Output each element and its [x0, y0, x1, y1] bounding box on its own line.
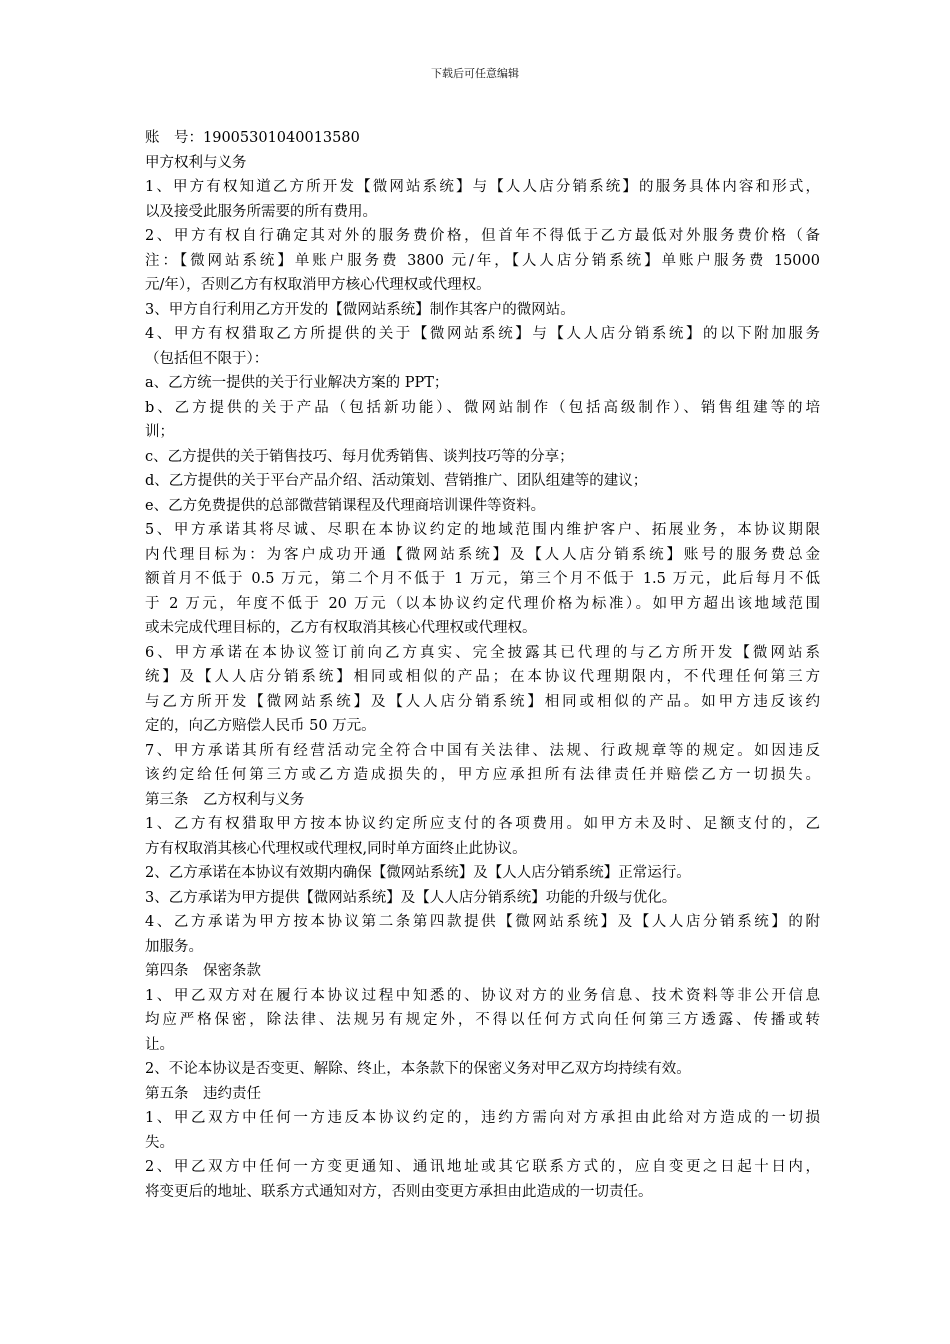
- text-line: 将变更后的地址、联系方式通知对方，否则由变更方承担由此造成的一切责任。: [145, 1183, 653, 1200]
- page-header: 下载后可任意编辑: [431, 67, 519, 80]
- text-line: 失。: [145, 1134, 174, 1151]
- text-line: 统】及【人人店分销系统】相同或相似的产品；在本协议代理期限内，不代理任何第三方: [145, 669, 820, 685]
- text-line: a、乙方统一提供的关于行业解决方案的 PPT；: [145, 375, 449, 391]
- text-line: 训；: [145, 424, 174, 440]
- text-line: 第五条 违约责任: [145, 1085, 261, 1102]
- text-line: 第四条 保密条款: [145, 963, 261, 979]
- text-line: 7、甲方承诺其所有经营活动完全符合中国有关法律、法规、行政规章等的规定。如因违反: [145, 742, 820, 759]
- text-line: 于 2 万元，年度不低于 20 万元（以本协议约定代理价格为标准）。如甲方超出该地域范围: [145, 595, 820, 612]
- text-line: 第三条 乙方权利与义务: [145, 791, 305, 808]
- text-line: 1、甲乙双方对在履行本协议过程中知悉的、协议对方的业务信息、技术资料等非公开信息: [145, 987, 820, 1004]
- text-line: 1、甲方有权知道乙方所开发【微网站系统】与【人人店分销系统】的服务具体内容和形式，: [145, 179, 820, 195]
- text-line: 该约定给任何第三方或乙方造成损失的，甲方应承担所有法律责任并赔偿乙方一切损失。: [145, 767, 820, 783]
- text-line: 6、甲方承诺在本协议签订前向乙方真实、完全披露其已代理的与乙方所开发【微网站系: [145, 644, 820, 661]
- text-line: 1、乙方有权猎取甲方按本协议约定所应支付的各项费用。如甲方未及时、足额支付的，乙: [145, 816, 820, 832]
- text-line: b、乙方提供的关于产品（包括新功能）、微网站制作（包括高级制作）、销售组建等的培: [145, 399, 820, 416]
- text-line: 3、甲方自行利用乙方开发的【微网站系统】制作其客户的微网站。: [145, 301, 575, 318]
- text-line: 3、乙方承诺为甲方提供【微网站系统】及【人人店分销系统】功能的升级与优化。: [145, 889, 677, 906]
- text-line: 方有权取消其核心代理权或代理权,同时单方面终止此协议。: [145, 840, 527, 857]
- text-line: 内代理目标为：为客户成功开通【微网站系统】及【人人店分销系统】账号的服务费总金: [145, 546, 820, 563]
- text-line: 元/年），否则乙方有权取消甲方核心代理权或代理权。: [145, 277, 491, 293]
- text-line: 加服务。: [145, 938, 203, 955]
- text-line: 4、乙方承诺为甲方按本协议第二条第四款提供【微网站系统】及【人人店分销系统】的附: [145, 914, 820, 930]
- text-line: 5、甲方承诺其将尽诚、尽职在本协议约定的地域范围内维护客户、拓展业务，本协议期限: [145, 522, 820, 538]
- text-line: 账 号：19005301040013580: [145, 130, 360, 146]
- text-line: 1、甲乙双方中任何一方违反本协议约定的，违约方需向对方承担由此给对方造成的一切损: [145, 1110, 820, 1126]
- text-line: 均应严格保密，除法律、法规另有规定外，不得以任何方式向任何第三方透露、传播或转: [145, 1012, 820, 1028]
- text-line: d、乙方提供的关于平台产品介绍、活动策划、营销推广、团队组建等的建议；: [145, 473, 648, 489]
- text-line: 2、乙方承诺在本协议有效期内确保【微网站系统】及【人人店分销系统】正常运行。: [145, 865, 691, 881]
- text-line: 甲方权利与义务: [145, 154, 247, 171]
- text-line: 让。: [145, 1036, 174, 1053]
- text-line: 或未完成代理目标的，乙方有权取消其核心代理权或代理权。: [145, 620, 537, 636]
- text-line: 2、不论本协议是否变更、解除、终止，本条款下的保密义务对甲乙双方均持续有效。: [145, 1061, 691, 1077]
- text-line: 与乙方所开发【微网站系统】及【人人店分销系统】相同或相似的产品。如甲方违反该约: [145, 693, 820, 710]
- text-line: e、乙方免费提供的总部微营销课程及代理商培训课件等资料。: [145, 497, 546, 514]
- text-line: 定的，向乙方赔偿人民币 50 万元。: [145, 718, 376, 734]
- document-body: [145, 126, 820, 1204]
- text-line: 2、甲方有权自行确定其对外的服务费价格，但首年不得低于乙方最低对外服务费价格（备: [145, 228, 820, 244]
- text-line: 以及接受此服务所需要的所有费用。: [145, 203, 377, 220]
- text-line: 4、甲方有权猎取乙方所提供的关于【微网站系统】与【人人店分销系统】的以下附加服务: [145, 326, 820, 342]
- text-line: c、乙方提供的关于销售技巧、每月优秀销售、谈判技巧等的分享；: [145, 448, 574, 465]
- text-line: （包括但不限于）：: [145, 350, 269, 367]
- text-line: 额首月不低于 0.5 万元，第二个月不低于 1 万元，第三个月不低于 1.5 万元，此后每月不低: [145, 571, 820, 587]
- text-line: 注：【微网站系统】单账户服务费 3800 元/年，【人人店分销系统】单账户服务费 15000: [145, 252, 820, 269]
- text-line: 2、甲乙双方中任何一方变更通知、通讯地址或其它联系方式的，应自变更之日起十日内，: [145, 1159, 820, 1175]
